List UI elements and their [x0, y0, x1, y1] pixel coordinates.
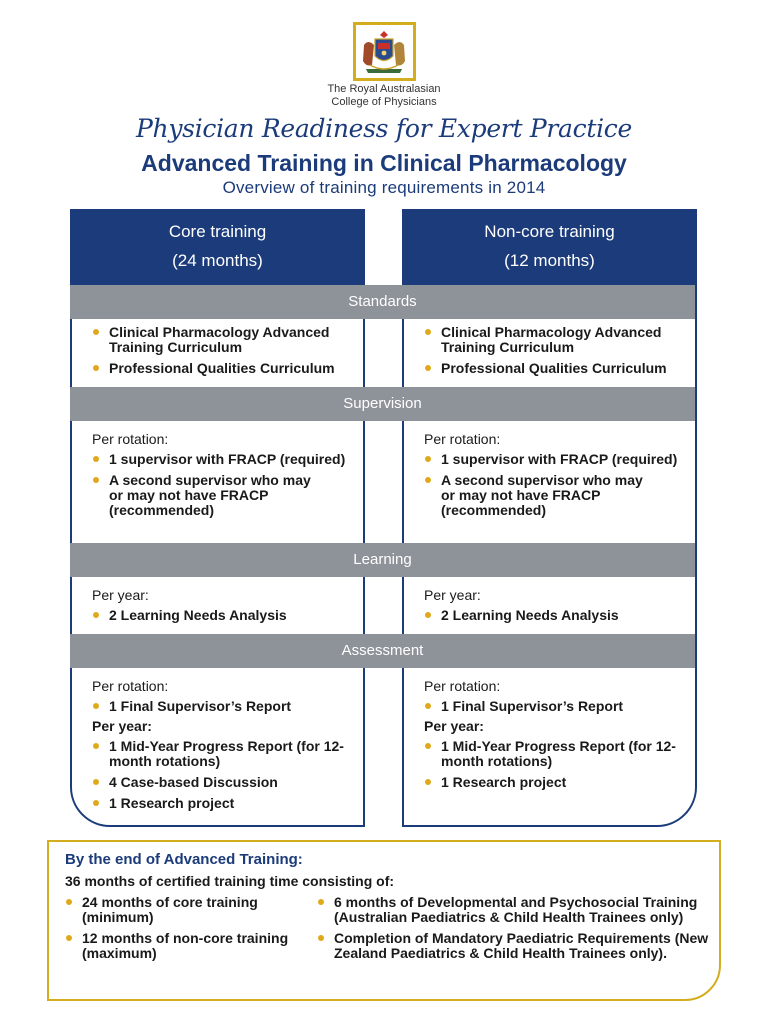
core-learning-block: [92, 588, 357, 629]
noncore-assessment-block: [424, 679, 689, 796]
noncore-learning-label: Per year:: [424, 587, 481, 603]
page-title: Advanced Training in Clinical Pharmacology: [141, 150, 627, 176]
list-item: 1 Mid-Year Progress Report (for 12-month rotations): [92, 739, 357, 769]
core-assessment-year-label: Per year:: [92, 718, 152, 734]
core-training-duration: (24 months): [172, 251, 263, 270]
list-item: Professional Qualities Curriculum: [424, 361, 689, 376]
core-assessment-rotation-label: Per rotation:: [92, 678, 169, 694]
list-item: 1 Research project: [424, 775, 689, 790]
college-crest-logo: [353, 22, 416, 81]
list-item: 4 Case-based Discussion: [92, 775, 357, 790]
list-item: 1 Mid-Year Progress Report (for 12-month rotations): [424, 739, 689, 769]
list-item: A second supervisor who may or may not have FRACP (recommended): [92, 473, 357, 518]
core-supervision-block: [92, 432, 357, 524]
core-learning-label: Per year:: [92, 587, 149, 603]
summary-right-list: [317, 895, 712, 967]
list-item: A second supervisor who may or may not have FRACP (recommended): [424, 473, 689, 518]
noncore-supervision-block: [424, 432, 689, 524]
list-item: 2 Learning Needs Analysis: [92, 608, 357, 623]
list-item: 1 Final Supervisor’s Report: [92, 699, 357, 714]
noncore-assessment-rotation-label: Per rotation:: [424, 678, 501, 694]
crest-icon: [356, 25, 413, 78]
summary-box: [47, 840, 721, 1001]
college-name-line-1: The Royal Australasian: [327, 83, 441, 95]
list-item: 12 months of non-core training (maximum): [65, 931, 305, 961]
core-supervision-label: Per rotation:: [92, 431, 169, 447]
section-bar-assessment: Assessment: [70, 634, 695, 668]
core-training-title: Core training: [168, 222, 267, 241]
summary-intro: 36 months of certified training time consisting of:: [65, 873, 395, 889]
list-item: Clinical Pharmacology Advanced Training Curriculum: [424, 325, 689, 355]
list-item: 1 Final Supervisor’s Report: [424, 699, 689, 714]
core-assessment-block: [92, 679, 357, 817]
list-item: 24 months of core training (minimum): [65, 895, 305, 925]
list-item: 1 Research project: [92, 796, 357, 811]
section-bar-standards: Standards: [70, 285, 695, 319]
list-item: 1 supervisor with FRACP (required): [424, 452, 689, 467]
page-subtitle: Overview of training requirements in 2014: [222, 178, 546, 197]
list-item: 6 months of Developmental and Psychosocial Training (Australian Paediatrics & Child Health Trainees only): [317, 895, 712, 925]
noncore-learning-block: [424, 588, 689, 629]
noncore-supervision-label: Per rotation:: [424, 431, 501, 447]
noncore-training-title: Non-core training: [484, 222, 615, 241]
summary-left-list: [65, 895, 305, 967]
section-bar-supervision: Supervision: [70, 387, 695, 421]
core-standards-block: [92, 325, 357, 382]
list-item: Completion of Mandatory Paediatric Requirements (New Zealand Paediatrics & Child Health Trainees only).: [317, 931, 712, 961]
section-bar-learning: Learning: [70, 543, 695, 577]
college-name: [300, 83, 468, 109]
noncore-training-header: [404, 211, 695, 286]
core-training-header: [72, 211, 363, 286]
list-item: Professional Qualities Curriculum: [92, 361, 357, 376]
list-item: 1 supervisor with FRACP (required): [92, 452, 357, 467]
noncore-standards-block: [424, 325, 689, 382]
list-item: 2 Learning Needs Analysis: [424, 608, 689, 623]
program-script-title: Physician Readiness for Expert Practice: [136, 114, 632, 143]
noncore-training-duration: (12 months): [504, 251, 595, 270]
summary-title: By the end of Advanced Training:: [65, 851, 303, 868]
list-item: Clinical Pharmacology Advanced Training Curriculum: [92, 325, 357, 355]
college-name-line-2: College of Physicians: [331, 96, 437, 108]
noncore-assessment-year-label: Per year:: [424, 718, 484, 734]
